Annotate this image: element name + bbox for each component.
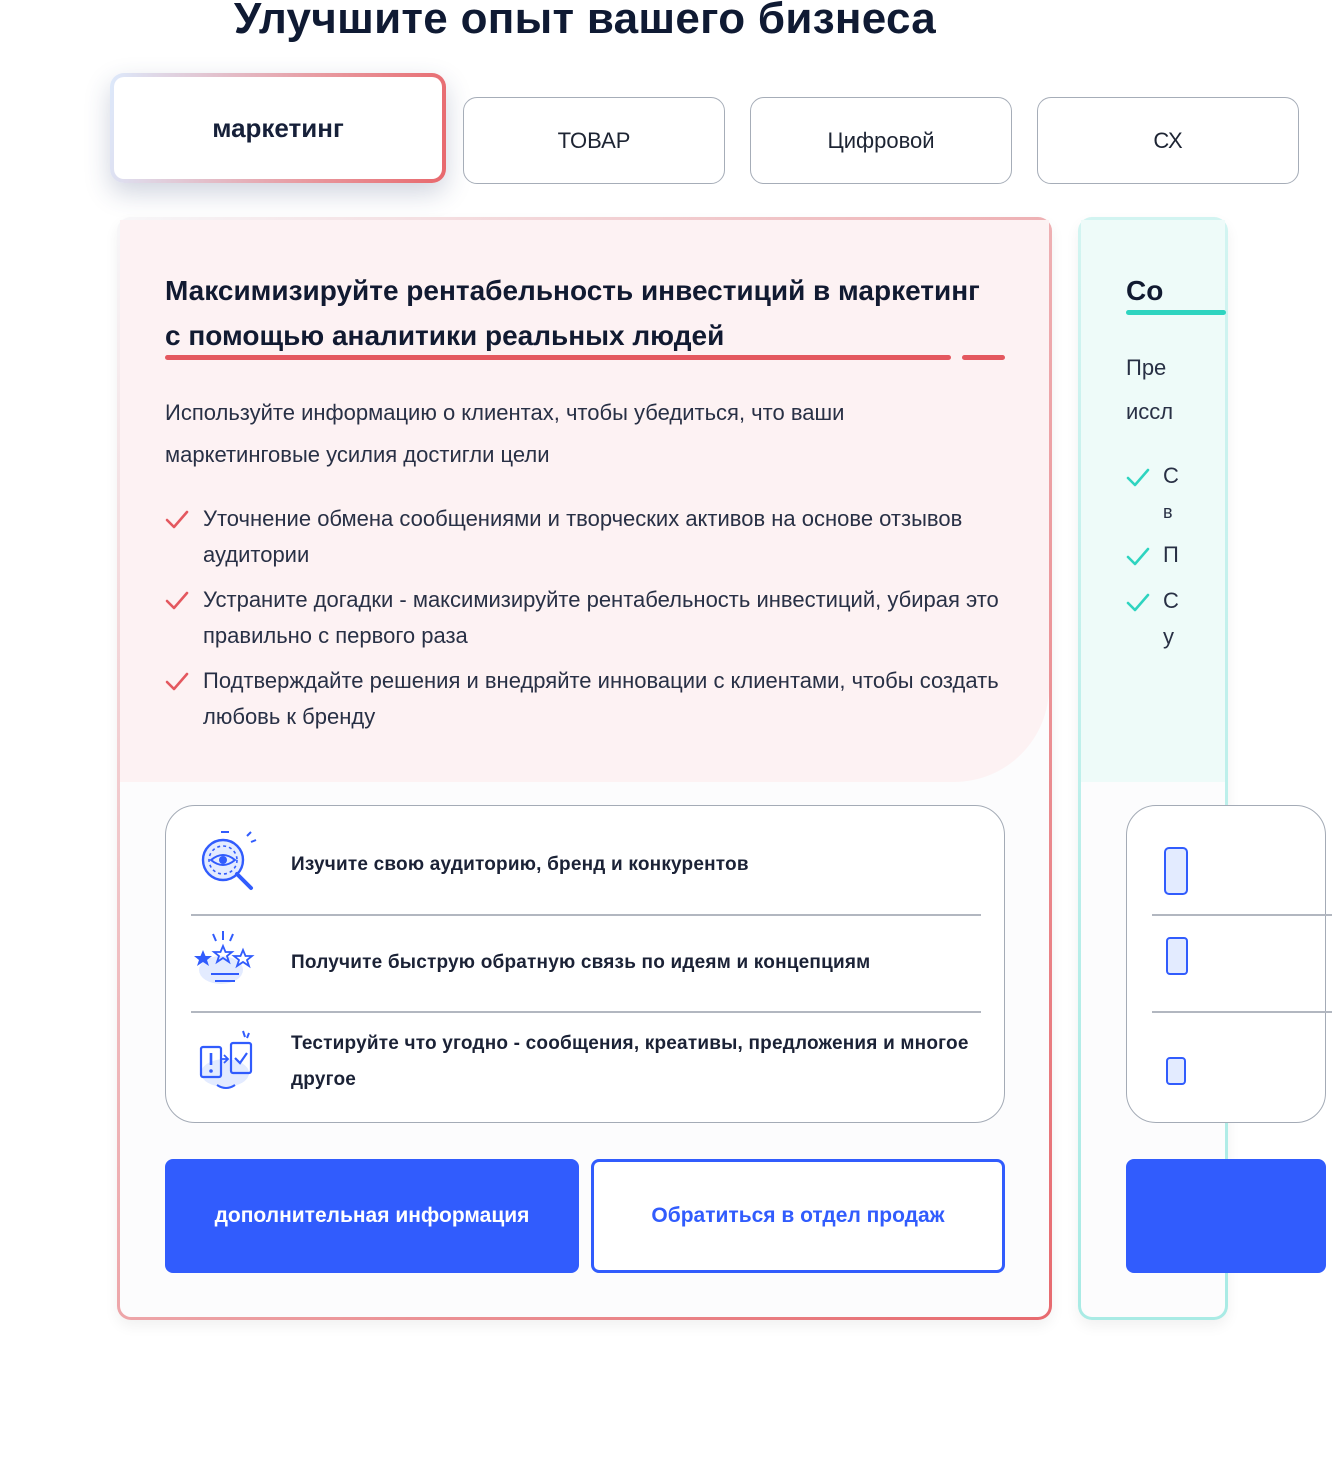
divider — [1152, 914, 1332, 916]
next-card-heading: Co — [1126, 275, 1164, 306]
check-icon — [165, 510, 189, 530]
heading-underline-dash — [962, 355, 1005, 360]
list-item — [165, 501, 1015, 573]
benefit-text: Изучите свою аудиторию, бренд и конкурентов — [291, 854, 749, 875]
next-card-text: Пре — [1126, 355, 1167, 380]
check-icon — [1126, 468, 1150, 488]
check-icon — [165, 591, 189, 611]
benefit-text: Тестируйте что угодно - сообщения, креативы, предложения и многое другое — [291, 1033, 969, 1090]
divider — [191, 1011, 981, 1013]
next-card-benefits-box — [1126, 805, 1326, 1123]
tab-marketing[interactable]: маркетинг — [110, 73, 446, 183]
card-intro: Используйте информацию о клиентах, чтобы убедиться, что ваши маркетинговые усилия достигли цели — [165, 400, 845, 467]
list-item — [165, 663, 1015, 735]
contact-sales-button[interactable]: Обратиться в отдел продаж — [591, 1159, 1005, 1273]
next-card-underline — [1126, 310, 1226, 315]
ab-test-icon — [191, 1025, 265, 1099]
tab-product[interactable]: ТОВАР — [463, 97, 725, 184]
list-item — [165, 582, 1015, 654]
more-info-button[interactable]: дополнительная информация — [165, 1159, 579, 1273]
next-card-button[interactable] — [1126, 1159, 1326, 1273]
divider — [1152, 1011, 1332, 1013]
benefit-text: Получите быструю обратную связь по идеям и концепциям — [291, 952, 871, 973]
audience-research-icon — [191, 828, 265, 902]
tab-cx[interactable]: СХ — [1037, 97, 1299, 184]
feature-text: Уточнение обмена сообщениями и творческих активов на основе отзывов аудитории — [203, 506, 963, 567]
marketing-card — [117, 217, 1052, 1320]
benefit-row — [191, 926, 981, 1000]
device-icon — [1161, 844, 1191, 924]
heading-underline — [165, 355, 951, 360]
tablet-icon — [1161, 930, 1191, 1010]
feature-text: С — [1163, 588, 1179, 613]
feature-text: Устраните догадки - максимизируйте рентабельность инвестиций, убирая это правильно с первого раза — [203, 587, 999, 648]
divider — [191, 914, 981, 916]
feature-text: в — [1163, 502, 1173, 522]
check-icon — [1126, 547, 1150, 567]
star-rating-feedback-icon — [191, 926, 265, 1000]
feature-text: Подтверждайте решения и внедряйте инновации с клиентами, чтобы создать любовь к бренду — [203, 668, 999, 729]
benefit-row — [191, 1022, 981, 1102]
device-icon — [1161, 1028, 1191, 1108]
next-card — [1078, 217, 1228, 1320]
check-icon — [165, 672, 189, 692]
tab-digital[interactable]: Цифровой — [750, 97, 1012, 184]
benefits-box — [165, 805, 1005, 1123]
feature-text: С — [1163, 463, 1179, 488]
next-card-text: иссл — [1126, 399, 1174, 424]
page-title: Улучшите опыт вашего бизнеса — [233, 0, 937, 43]
feature-text: П — [1163, 542, 1179, 567]
feature-text: у — [1163, 624, 1174, 649]
check-icon — [1126, 593, 1150, 613]
benefit-row — [191, 828, 981, 902]
feature-list — [165, 501, 1015, 744]
card-heading: Максимизируйте рентабельность инвестиций в маркетинг с помощью аналитики реальных людей — [165, 275, 980, 351]
